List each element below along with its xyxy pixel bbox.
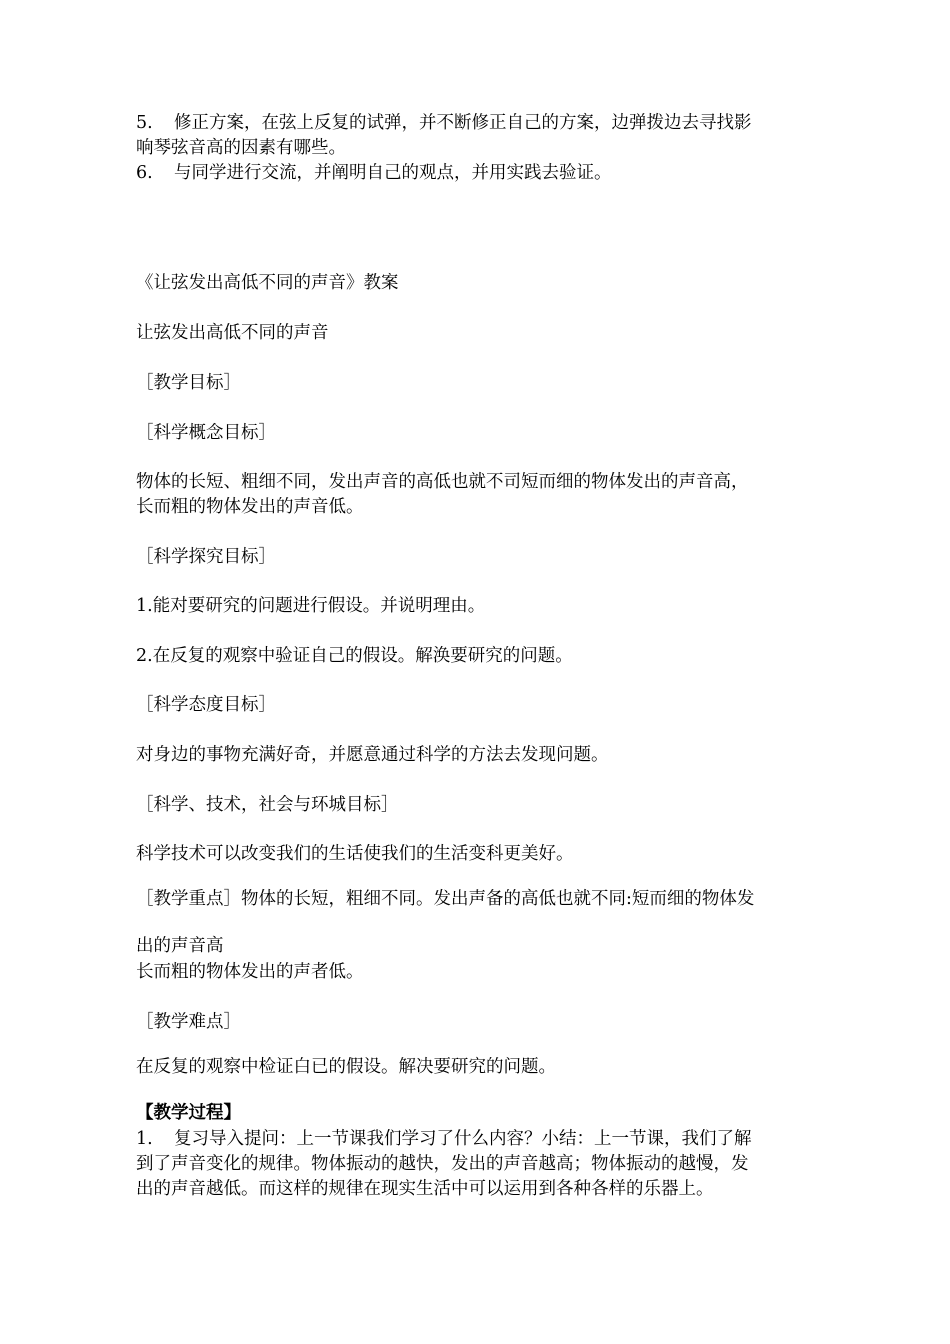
list-item	[136, 111, 752, 135]
section-heading: ［科学态度目标］	[136, 695, 276, 715]
paragraph: 在反复的观察中检证白已的假设。解决要研究的问题。	[136, 1057, 556, 1077]
paragraph-line: ［教学重点］物体的长短，粗细不同。发出声备的高低也就不同:短而细的物体发	[136, 889, 755, 909]
document-title: 《让弦发出高低不同的声音》教案	[136, 273, 399, 293]
list-number: 6.	[136, 163, 153, 183]
section-heading: ［教学目标］	[136, 373, 241, 393]
paragraph: 1.能对要研究的问题进行假设。并说明理由。	[136, 596, 486, 616]
paragraph: 2.在反复的观察中验证自己的假设。解涣要研究的问题。	[136, 646, 573, 666]
section-heading: 【教学过程】	[136, 1103, 241, 1123]
section-heading: ［科学探究目标］	[136, 547, 276, 567]
list-text: 复习导入提问：上一节课我们学习了什么内容？小结：上一节课，我们了解	[174, 1129, 752, 1149]
list-item-continuation: 响琴弦音高的因素有哪些。	[136, 138, 346, 158]
list-item	[136, 161, 612, 185]
list-number: 5.	[136, 113, 153, 133]
list-text: 修正方案，在弦上反复的试弹，并不断修正自己的方案，边弹拨边去寻找影	[174, 113, 752, 133]
section-heading: ［教学难点］	[136, 1012, 241, 1032]
lesson-title: 让弦发出高低不同的声音	[136, 323, 329, 343]
paragraph: 科学技术可以改变我们的生话使我们的生活变科更美好。	[136, 844, 574, 864]
list-item-continuation: 出的声音越低。而这样的规律在现实生活中可以运用到各种各样的乐器上。	[136, 1179, 714, 1199]
list-item-continuation: 到了声音变化的规律。物体振动的越快，发出的声音越高；物体振动的越慢，发	[136, 1154, 749, 1174]
paragraph-line: 长而粗的物体发出的声音低。	[136, 497, 364, 517]
paragraph-line: 出的声音高	[136, 936, 224, 956]
paragraph-line: 长而粗的物体发出的声者低。	[136, 962, 364, 982]
paragraph-line: 物体的长短、粗细不同，发出声音的高低也就不司短而细的物体发出的声音高，	[136, 472, 749, 492]
section-heading: ［科学、技术，社会与环城目标］	[136, 795, 399, 815]
list-text: 与同学进行交流，并阐明自己的观点，并用实践去验证。	[174, 163, 612, 183]
list-number: 1.	[136, 1129, 153, 1149]
paragraph: 对身边的事物充满好奇，并愿意通过科学的方法去发现问题。	[136, 745, 609, 765]
list-item	[136, 1127, 752, 1151]
section-heading: ［科学概念目标］	[136, 423, 276, 443]
